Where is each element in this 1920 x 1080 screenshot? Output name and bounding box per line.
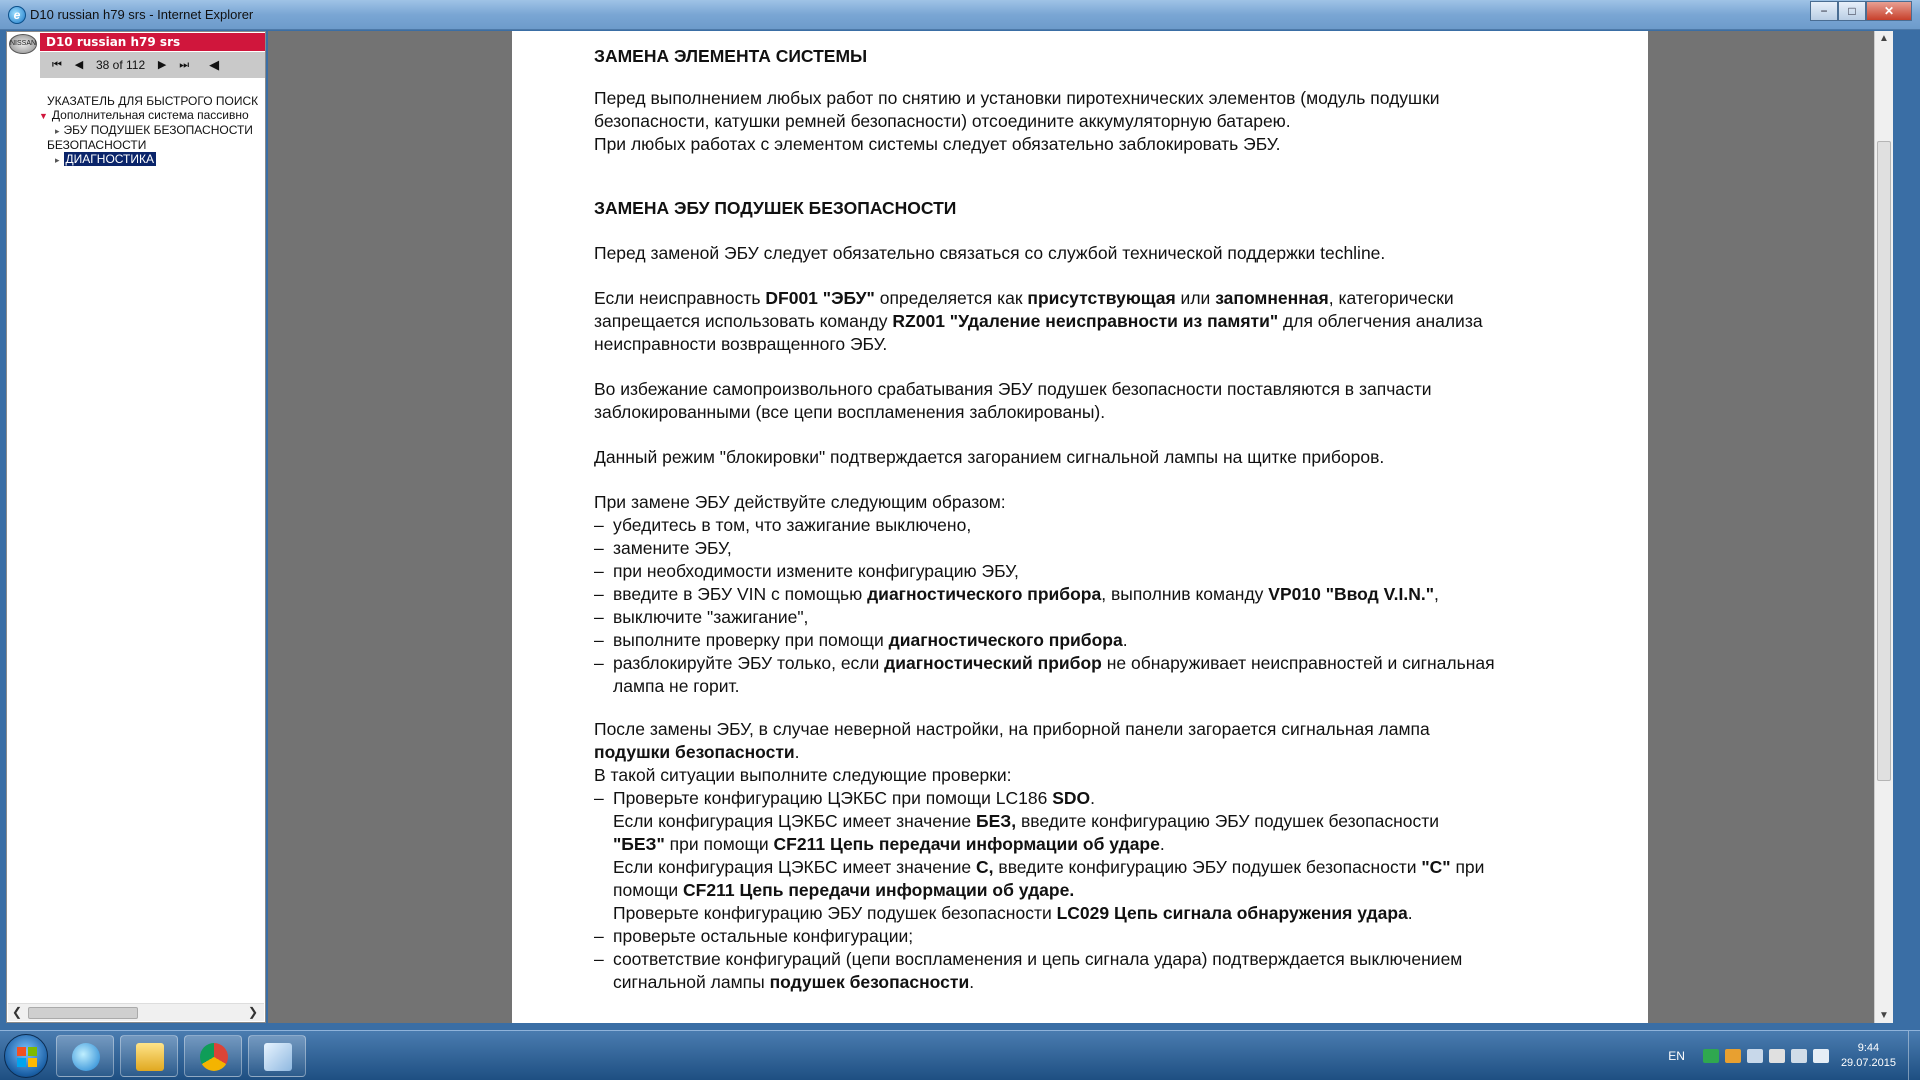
list-item: – выполните проверку при помощи диагностического прибора. — [594, 630, 1128, 650]
toc-item-label: Дополнительная система пассивно — [51, 108, 249, 122]
scroll-down-icon[interactable]: ▼ — [1879, 1010, 1889, 1021]
system-clock[interactable] — [1841, 1041, 1896, 1071]
scroll-up-icon[interactable]: ▲ — [1879, 33, 1889, 44]
toc-item-diagnostics[interactable] — [27, 152, 267, 167]
document-icon — [264, 1043, 292, 1071]
next-page-icon[interactable]: ▶ — [157, 59, 167, 71]
scroll-right-icon[interactable]: ❯ — [247, 1005, 258, 1019]
window-controls — [1810, 1, 1912, 21]
internet-explorer-icon: e — [8, 6, 26, 24]
list-continuation: Проверьте конфигурацию ЭБУ подушек безопасности LC029 Цепь сигнала обнаружения удара. — [613, 903, 1413, 923]
windows-logo-icon — [17, 1047, 37, 1067]
list-item: – при необходимости измените конфигурацию ЭБУ, — [594, 561, 1019, 581]
list-continuation: Если конфигурация ЦЭКБС имеет значение С, введите конфигурацию ЭБУ подушек безопасности "С" при — [613, 857, 1485, 877]
paragraph: Если неисправность DF001 "ЭБУ" определяется как присутствующая или запомненная, категорически — [594, 288, 1454, 308]
toc-item-quick-index[interactable]: УКАЗАТЕЛЬ ДЛЯ БЫСТРОГО ПОИСК — [47, 94, 259, 108]
volume-icon[interactable] — [1813, 1049, 1829, 1063]
list-item: – Проверьте конфигурацию ЦЭКБС при помощи LC186 SDO. — [594, 788, 1095, 808]
start-button[interactable] — [4, 1034, 48, 1078]
paragraph: При замене ЭБУ действуйте следующим образом: — [594, 492, 1006, 512]
paragraph: В такой ситуации выполните следующие проверки: — [594, 765, 1012, 785]
scroll-left-icon[interactable]: ❮ — [12, 1005, 23, 1019]
list-continuation: Если конфигурация ЦЭКБС имеет значение БЕЗ, введите конфигурацию ЭБУ подушек безопасности — [613, 811, 1440, 831]
window-title: D10 russian h79 srs - Internet Explorer — [30, 7, 254, 22]
paragraph: После замены ЭБУ, в случае неверной настройки, на приборной панели загорается сигнальная лампа — [594, 719, 1430, 739]
list-item: – замените ЭБУ, — [594, 538, 732, 558]
toc-item-airbag-ecu[interactable] — [27, 123, 267, 138]
document-content — [594, 45, 1574, 994]
taskbar-chrome[interactable] — [184, 1035, 242, 1077]
list-item: – выключите "зажигание", — [594, 607, 809, 627]
toc-item-label-selected: ДИАГНОСТИКА — [65, 152, 155, 166]
toc-tree — [27, 94, 267, 167]
chrome-icon — [200, 1043, 228, 1071]
paragraph: запрещается использовать команду RZ001 "Удаление неисправности из памяти" для облегчения анализа — [594, 311, 1483, 331]
action-center-flag-icon[interactable] — [1769, 1049, 1785, 1063]
show-desktop-button[interactable] — [1908, 1031, 1920, 1080]
first-page-icon[interactable]: ⏮ — [52, 59, 62, 71]
internet-explorer-icon — [72, 1043, 100, 1071]
paragraph: неисправности возвращенного ЭБУ. — [594, 334, 888, 354]
list-item: – разблокируйте ЭБУ только, если диагностический прибор не обнаруживает неисправностей и сигнальная лампа не горит. — [594, 653, 1495, 696]
taskbar — [0, 1030, 1920, 1080]
system-tray — [1668, 1031, 1920, 1080]
document-viewer — [268, 31, 1893, 1023]
network-icon[interactable] — [1791, 1049, 1807, 1063]
list-continuation: "БЕЗ" при помощи CF211 Цепь передачи информации об ударе. — [613, 834, 1165, 854]
clock-date: 29.07.2015 — [1840, 1057, 1896, 1069]
language-indicator[interactable]: EN — [1668, 1049, 1685, 1063]
taskbar-file-explorer[interactable] — [120, 1035, 178, 1077]
tray-app-icon[interactable] — [1725, 1049, 1741, 1063]
document-title: D10 russian h79 srs — [40, 33, 265, 51]
toc-item-label: ЭБУ ПОДУШЕК БЕЗОПАСНОСТИ — [63, 123, 253, 137]
paragraph: Во избежание самопроизвольного срабатывания ЭБУ подушек безопасности поставляются в запчасти — [594, 379, 1432, 399]
scrollbar-thumb[interactable] — [28, 1007, 138, 1019]
vertical-scrollbar[interactable] — [1874, 31, 1893, 1023]
close-button[interactable]: ✕ — [1866, 1, 1912, 21]
nissan-logo: NISSAN — [9, 34, 37, 54]
tray-app-icon[interactable] — [1747, 1049, 1763, 1063]
expand-right-icon[interactable]: ▸ — [55, 155, 60, 165]
taskbar-document-app[interactable] — [248, 1035, 306, 1077]
minimize-button[interactable]: − — [1810, 1, 1838, 21]
last-page-icon[interactable]: ⏭ — [179, 59, 190, 71]
list-continuation: помощи CF211 Цепь передачи информации об ударе. — [613, 880, 1075, 900]
paragraph: безопасности, катушки ремней безопасности) отсоедините аккумуляторную батарею. — [594, 111, 1291, 131]
folder-icon — [136, 1043, 164, 1071]
horizontal-scrollbar[interactable] — [8, 1003, 264, 1021]
page-navigation-bar — [40, 52, 265, 78]
page-counter: 38 of 112 — [96, 58, 146, 72]
toc-item-srs[interactable] — [27, 108, 267, 123]
paragraph: подушки безопасности. — [594, 742, 800, 762]
document-page — [512, 31, 1648, 1023]
window-titlebar — [0, 0, 1920, 30]
tray-app-icon[interactable] — [1703, 1049, 1719, 1063]
navigation-panel — [6, 31, 266, 1023]
previous-page-icon[interactable]: ◀ — [74, 59, 84, 71]
taskbar-internet-explorer[interactable] — [56, 1035, 114, 1077]
list-item: – соответствие конфигураций (цепи воспламенения и цепь сигнала удара) подтверждается выключением сигнальной лампы подушек безопасности. — [594, 949, 1463, 992]
expand-down-icon[interactable]: ▼ — [39, 111, 48, 121]
list-item: – введите в ЭБУ VIN с помощью диагностического прибора, выполнив команду VP010 "Ввод V.I.N.", — [594, 584, 1439, 604]
list-item: – проверьте остальные конфигурации; — [594, 926, 914, 946]
paragraph: Данный режим "блокировки" подтверждается загоранием сигнальной лампы на щитке приборов. — [594, 447, 1385, 467]
heading-airbag-ecu-replacement: ЗАМЕНА ЭБУ ПОДУШЕК БЕЗОПАСНОСТИ — [594, 198, 957, 218]
paragraph: Перед выполнением любых работ по снятию и установки пиротехнических элементов (модуль подушки — [594, 88, 1440, 108]
paragraph: При любых работах с элементом системы следует обязательно заблокировать ЭБУ. — [594, 134, 1281, 154]
list-item: – убедитесь в том, что зажигание выключено, — [594, 515, 972, 535]
clock-time: 9:44 — [1857, 1042, 1880, 1054]
back-icon[interactable]: ◀ — [209, 57, 220, 72]
heading-system-element-replacement: ЗАМЕНА ЭЛЕМЕНТА СИСТЕМЫ — [594, 46, 868, 66]
scrollbar-thumb[interactable] — [1877, 141, 1891, 781]
paragraph: Перед заменой ЭБУ следует обязательно связаться со службой технической поддержки techline. — [594, 243, 1386, 263]
toc-item-airbag-ecu-wrap[interactable]: БЕЗОПАСНОСТИ — [47, 138, 147, 152]
expand-right-icon[interactable]: ▸ — [55, 126, 60, 136]
paragraph: заблокированными (все цепи воспламенения заблокированы). — [594, 402, 1106, 422]
maximize-button[interactable]: □ — [1838, 1, 1866, 21]
